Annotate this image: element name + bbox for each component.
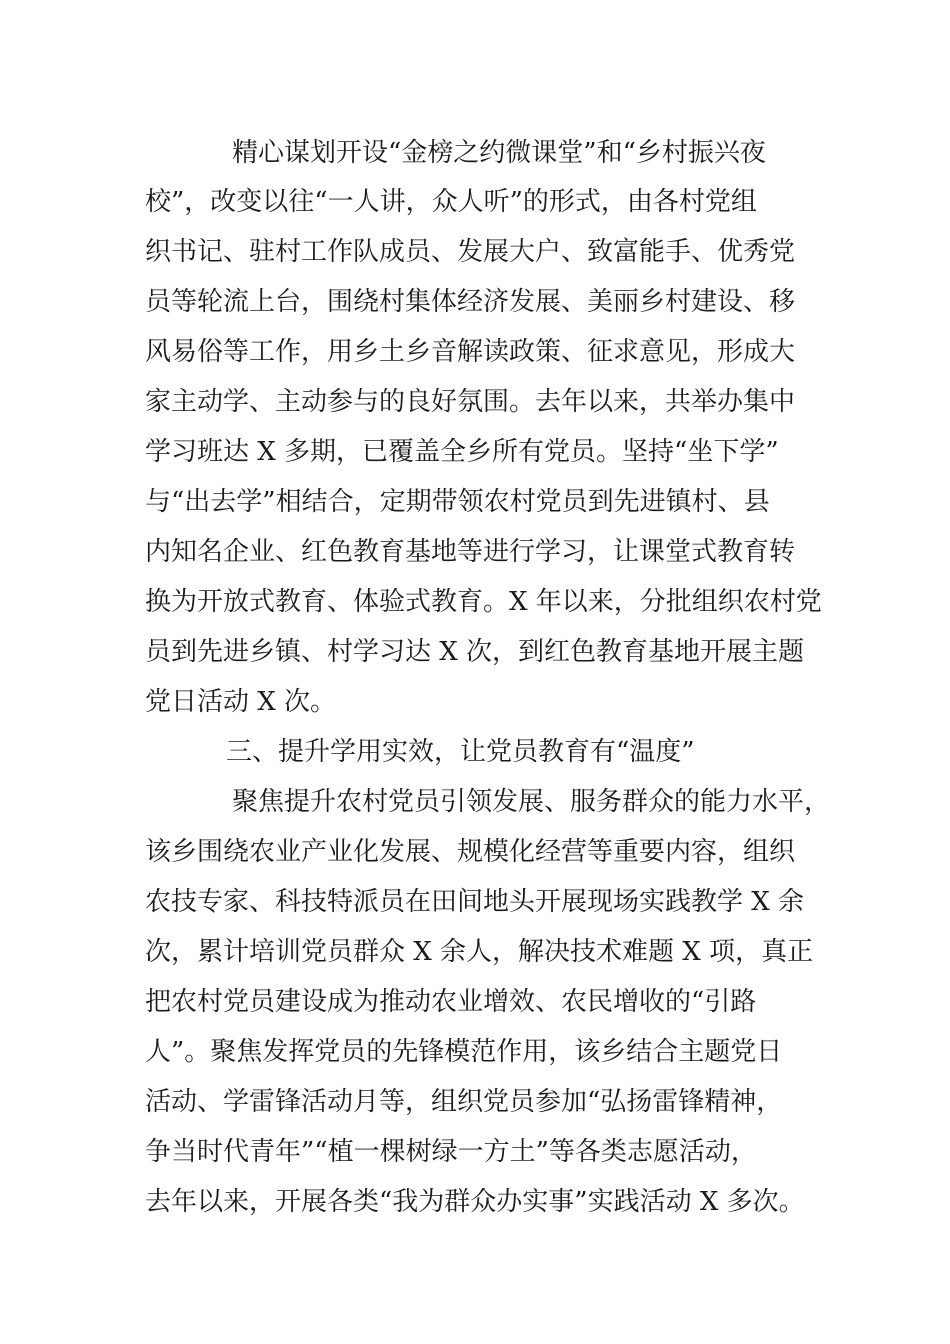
paragraph-1-line-10: 换为开放式教育、体验式教育。X 年以来，分批组织农村党 — [145, 587, 822, 617]
paragraph-2-line-6: 人”。聚焦发挥党员的先锋模范作用，该乡结合主题党日 — [145, 1037, 783, 1067]
paragraph-1-line-9: 内知名企业、红色教育基地等进行学习，让课堂式教育转 — [145, 537, 796, 567]
paragraph-2-line-5: 把农村党员建设成为推动农业增效、农民增收的“引路 — [145, 987, 757, 1017]
paragraph-2-line-4: 次，累计培训党员群众 X 余人，解决技术难题 X 项，真正 — [145, 937, 814, 967]
paragraph-1-line-11: 员到先进乡镇、村学习达 X 次，到红色教育基地开展主题 — [145, 637, 805, 667]
section-heading-3: 三、提升学用实效，让党员教育有“温度” — [226, 737, 695, 767]
paragraph-2-line-1: 聚焦提升农村党员引领发展、服务群众的能力水平， — [232, 787, 831, 817]
paragraph-1-line-6: 家主动学、主动参与的良好氛围。去年以来，共举办集中 — [145, 387, 796, 417]
paragraph-1-line-12: 党日活动 X 次。 — [145, 687, 337, 717]
paragraph-2-line-9: 去年以来，开展各类“我为群众办实事”实践活动 X 多次。 — [145, 1187, 805, 1217]
paragraph-1-line-5: 风易俗等工作，用乡土乡音解读政策、征求意见，形成大 — [145, 337, 796, 367]
paragraph-1-line-7: 学习班达 X 多期，已覆盖全乡所有党员。坚持“坐下学” — [145, 437, 779, 467]
paragraph-2-line-2: 该乡围绕农业产业化发展、规模化经营等重要内容，组织 — [145, 837, 796, 867]
paragraph-1-line-4: 员等轮流上台，围绕村集体经济发展、美丽乡村建设、移 — [145, 287, 796, 317]
paragraph-1-line-1: 精心谋划开设“金榜之约微课堂”和“乡村振兴夜 — [232, 138, 766, 168]
paragraph-2-line-3: 农技专家、科技特派员在田间地头开展现场实践教学 X 余 — [145, 887, 805, 917]
paragraph-2-line-8: 争当时代青年”“植一棵树绿一方土”等各类志愿活动， — [145, 1137, 757, 1167]
paragraph-1-line-8: 与“出去学”相结合，定期带领农村党员到先进镇村、县 — [145, 487, 770, 517]
paragraph-1-line-2: 校”，改变以往“一人讲，众人听”的形式，由各村党组 — [145, 187, 757, 217]
paragraph-1-line-3: 织书记、驻村工作队成员、发展大户、致富能手、优秀党 — [145, 237, 796, 267]
paragraph-2-line-7: 活动、学雷锋活动月等，组织党员参加“弘扬雷锋精神， — [145, 1087, 783, 1117]
